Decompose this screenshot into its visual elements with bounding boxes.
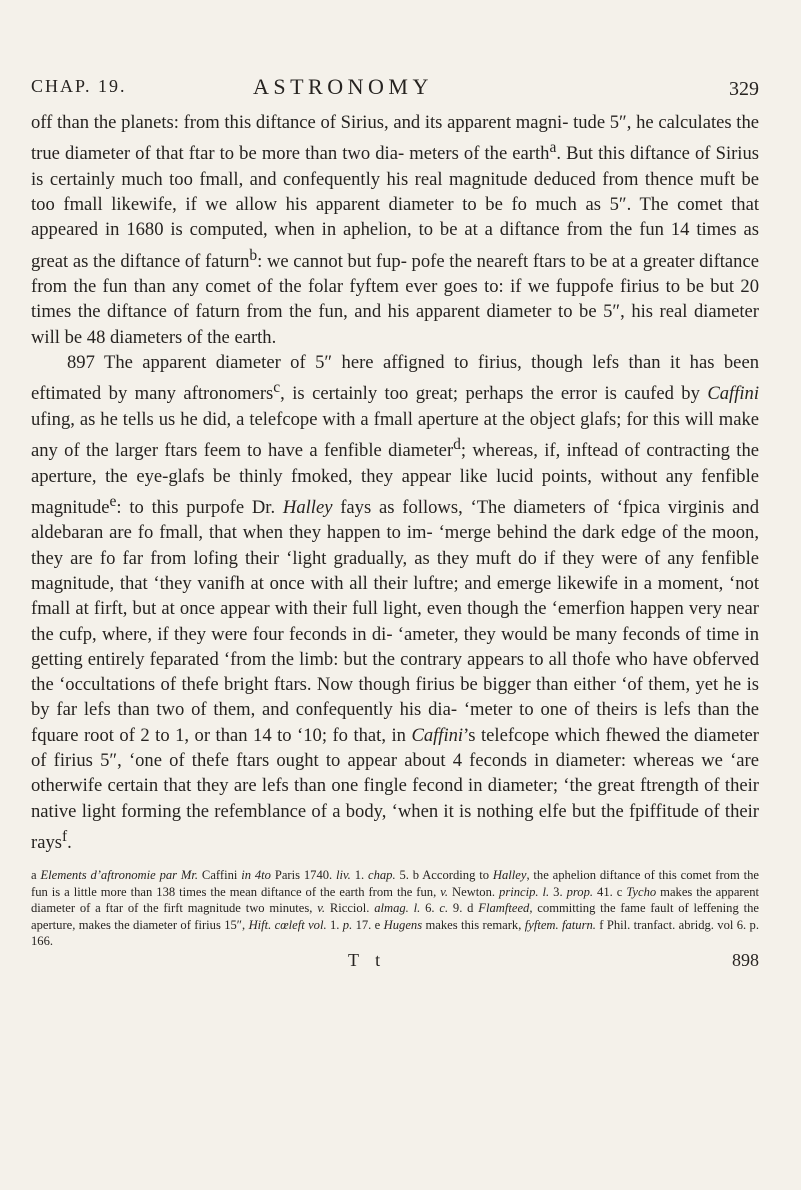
text-run: makes the apparent diameter of a ftar of the firft magnitude two minutes, bbox=[31, 884, 760, 916]
italic-text: princip. l. bbox=[499, 884, 550, 899]
text-run: : we cannot but fup- pofe the neareft ftars to be at a greater diftance from the fun than any comet of the folar fyftem ever goes to: if we fuppofe firius to be but 20 times the diftance of faturn from the fun, and his apparent diameter to be 5″, his real diameter will be 48 diameters of the earth. bbox=[31, 250, 759, 348]
text-run: 3. bbox=[549, 884, 567, 899]
footnote-marker: c bbox=[273, 379, 281, 397]
footnote-marker: f bbox=[61, 827, 68, 845]
italic-text: Halley bbox=[492, 868, 527, 883]
text-run: committing the fame fault of leffening the aperture, makes the diameter of firius 15″, bbox=[31, 901, 759, 932]
italic-text: Elements d’aftronomie par Mr. bbox=[40, 868, 199, 883]
catchword: 898 bbox=[732, 949, 759, 970]
text-run: ; whereas, if, inftead of contracting the aperture, the eye-glafs be thinly fmoked, they appear like lucid points, without any fenfible magnitude bbox=[31, 440, 760, 519]
text-run: , the aphelion diftance of this comet from the fun is a little more than 138 times the mean diftance of the earth from the fun, bbox=[31, 868, 759, 899]
text-run: 1. bbox=[326, 917, 343, 932]
italic-text: v. bbox=[440, 884, 449, 899]
text-run: 6. bbox=[420, 901, 440, 916]
italic-text: c. bbox=[439, 901, 449, 916]
book-page bbox=[31, 74, 759, 972]
body-text bbox=[31, 110, 759, 855]
chapter-label: CHAP. 19. bbox=[31, 76, 127, 96]
italic-text: almag. l. bbox=[374, 901, 421, 916]
italic-text: in 4to bbox=[241, 868, 271, 883]
running-head bbox=[31, 74, 759, 110]
text-run: 9. d bbox=[448, 901, 479, 916]
italic-text: liv. bbox=[336, 868, 351, 883]
italic-text: Hift. cœleft vol. bbox=[248, 917, 327, 932]
italic-text: chap. bbox=[367, 868, 396, 883]
italic-text: prop. bbox=[566, 884, 594, 899]
italic-text: p. bbox=[342, 917, 353, 932]
italic-text: Flamfteed, bbox=[478, 901, 533, 916]
paragraph bbox=[31, 110, 759, 350]
text-run: . bbox=[67, 832, 72, 854]
text-run: 5. b According to bbox=[395, 868, 493, 883]
signature-mark: T t bbox=[348, 949, 387, 970]
text-run: , is certainly too great; perhaps the error is caufed by bbox=[280, 383, 708, 405]
italic-text: fyftem. faturn. bbox=[524, 917, 596, 932]
text-run: a bbox=[31, 868, 41, 883]
footnote-marker: a bbox=[549, 139, 557, 157]
text-run: Newton. bbox=[448, 884, 500, 899]
italic-text: Caffini bbox=[707, 383, 759, 405]
text-run: Ricciol. bbox=[325, 901, 375, 916]
text-run: ufing, as he tells us he did, a telefcope with a fmall aperture at the object glafs; for this will make any of the larger ftars feem to have a fenfible diameter bbox=[31, 408, 759, 462]
text-run: : to this purpofe Dr. bbox=[116, 497, 283, 519]
footnote-text bbox=[31, 867, 759, 950]
italic-text: Tycho bbox=[626, 884, 657, 899]
text-run: Paris 1740. bbox=[270, 868, 337, 883]
text-run: fays as follows, ‘The diameters of ‘fpica virginis and aldebaran are fo fmall, that when they happen to im- ‘merge behind the dark edge of the moon, they are fo far from lofing their ‘light gradually, as they muft do if they were of any fenfible magnitude, that ‘they vanifh at once with all their luftre; and emerge likewife in a moment, ‘not fmall at firft, but at once appear with their full light, even though the ‘emerfion happen very near the cufp, where, if they were four feconds in di- ‘ameter, they would be many feconds of time in getting entirely feparated ‘from the limb: but the contrary appears to all thofe who have obferved the ‘occultations of thefe bright ftars. Now though firius be bigger than either ‘of them, yet he is by far lefs than two of them, and confequently his dia- ‘meter to one of theirs is lefs than the fquare root of 2 to 1, or than 14 to ‘10; fo that, in bbox=[31, 497, 759, 746]
footnote-marker: d bbox=[453, 436, 461, 454]
text-run: 897 The apparent diameter of 5″ here affigned to firius, though lefs than it has been eftimated by many aftronomers bbox=[31, 352, 759, 405]
text-run: 41. c bbox=[593, 884, 627, 899]
text-run: Caffini bbox=[198, 868, 242, 883]
text-run: f Phil. tranfact. abridg. vol 6. p. 166. bbox=[31, 917, 759, 949]
footnotes bbox=[31, 867, 759, 950]
text-run: 17. e bbox=[352, 917, 384, 932]
text-run: ’s telefcope which fhewed the diameter of firius 5″, ‘one of thefe ftars ought to appear about 4 feconds in diameter: whereas we ‘are otherwife certain that they are lefs than one fingle fecond in diameter; ‘the great ftrength of their native light forming the refemblance of a body, ‘when it is nothing elfe but the fpiffitude of their rays bbox=[31, 724, 759, 854]
text-run: . But this diftance of Sirius is certainly much too fmall, and confequently his real magnitude deduced from thence muft be too fmall likewife, if we allow his apparent diameter to be fo much as 5″. The comet that appeared in 1680 is computed, when in aphelion, to be at a diftance from the fun 14 times as great as the diftance of faturn bbox=[31, 143, 759, 272]
signature-line bbox=[31, 950, 759, 972]
paragraph bbox=[31, 350, 759, 855]
italic-text: v. bbox=[317, 901, 326, 916]
italic-text: Halley bbox=[282, 497, 333, 519]
footnote-marker: b bbox=[249, 246, 258, 264]
page-number: 329 bbox=[729, 78, 759, 100]
text-run: makes this remark, bbox=[422, 917, 525, 932]
footnote-marker: e bbox=[109, 492, 117, 510]
text-run: off than the planets: from this diftance of Sirius, and its apparent magni- tude 5″, he calculates the true diameter of that ftar to be more than two dia- meters of the earth bbox=[31, 112, 759, 165]
running-title: ASTRONOMY bbox=[253, 74, 433, 99]
italic-text: Caffini bbox=[411, 724, 464, 746]
text-run: 1. bbox=[350, 868, 368, 883]
italic-text: Hugens bbox=[383, 917, 423, 932]
